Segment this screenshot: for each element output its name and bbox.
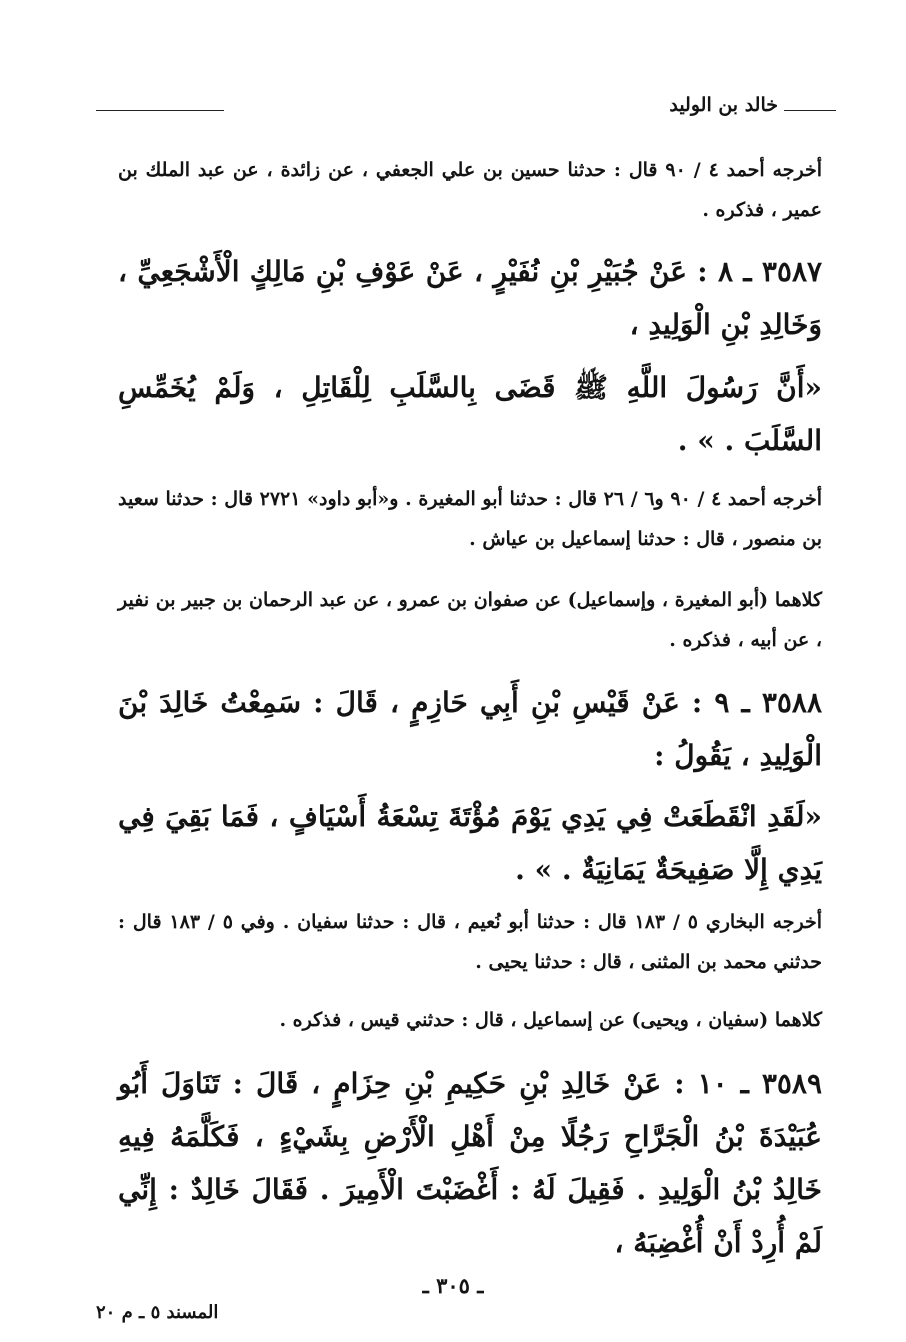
- takhrij-note: أخرجه أحمد ٤ / ٩٠ قال : حدثنا حسين بن علي الجعفي ، عن زائدة ، عن عبد الملك بن عمير ، فذكره .: [118, 159, 822, 221]
- header-rule-short: [784, 110, 836, 111]
- hadith-3589: ٣٥٨٩ ـ ١٠ : عَنْ خَالِدِ بْنِ حَكِيمِ بْنِ حِزَامٍ ، قَالَ : تَنَاوَلَ أَبُو عُبَيْدَةَ بْنُ الْجَرَّاحِ رَجُلًا مِنْ أَهْلِ الْأَرْضِ بِشَيْءٍ ، فَكَلَّمَهُ فِيهِ خَالِدُ بْنُ الْوَلِيدِ . فَقِيلَ لَهُ : أَغْضَبْتَ الْأَمِيرَ . فَقَالَ خَالِدٌ : إِنِّي لَمْ أُرِدْ أَنْ أُغْضِبَهُ ،: [118, 1067, 822, 1259]
- hadith-3588: ٣٥٨٨ ـ ٩ : عَنْ قَيْسِ بْنِ أَبِي حَازِمٍ ، قَالَ : سَمِعْتُ خَالِدَ بْنَ الْوَلِيدِ ، يَقُولُ :: [118, 686, 822, 772]
- takhrij-note: كلاهما (أبو المغيرة ، وإسماعيل) عن صفوان بن عمرو ، عن عبد الرحمان بن جبير بن نفير ، عن أبيه ، فذكره .: [118, 589, 822, 651]
- takhrij-note: كلاهما (سفيان ، ويحيى) عن إسماعيل ، قال : حدثني قيس ، فذكره .: [279, 1009, 822, 1031]
- hadith-text: «لَقَدِ انْقَطَعَتْ فِي يَدِي يَوْمَ مُؤْتَةَ تِسْعَةُ أَسْيَافٍ ، فَمَا بَقِيَ فِي يَدِي إِلَّا صَفِيحَةٌ يَمَانِيَةٌ . » .: [118, 800, 822, 886]
- takhrij-note: أخرجه البخاري ٥ / ١٨٣ قال : حدثنا أبو نُعيم ، قال : حدثنا سفيان . وفي ٥ / ١٨٣ قال : حدثني محمد بن المثنى ، قال : حدثنا يحيى .: [118, 911, 823, 973]
- running-title: خالد بن الوليد: [669, 94, 778, 116]
- page-number: ـ ٣٠٥ ـ: [422, 1273, 484, 1298]
- signature-mark: المسند ٥ ـ م ٢٠: [96, 1302, 219, 1323]
- hadith-3587: ٣٥٨٧ ـ ٨ : عَنْ جُبَيْرِ بْنِ نُفَيْرٍ ، عَنْ عَوْفِ بْنِ مَالِكٍ الْأَشْجَعِيِّ ، وَخَالِدِ بْنِ الْوَلِيدِ ،: [118, 255, 823, 341]
- header-rule: [96, 110, 224, 111]
- hadith-text: «أَنَّ رَسُولَ اللَّهِ ﷺ قَضَى بِالسَّلَبِ لِلْقَاتِلِ ، وَلَمْ يُخَمِّسِ السَّلَبَ . » .: [118, 371, 822, 457]
- running-header: [96, 92, 836, 126]
- takhrij-note: أخرجه أحمد ٤ / ٩٠ و٦ / ٢٦ قال : حدثنا أبو المغيرة . و«أبو داود» ٢٧٢١ قال : حدثنا سعيد بن منصور ، قال : حدثنا إسماعيل بن عياش .: [118, 488, 823, 550]
